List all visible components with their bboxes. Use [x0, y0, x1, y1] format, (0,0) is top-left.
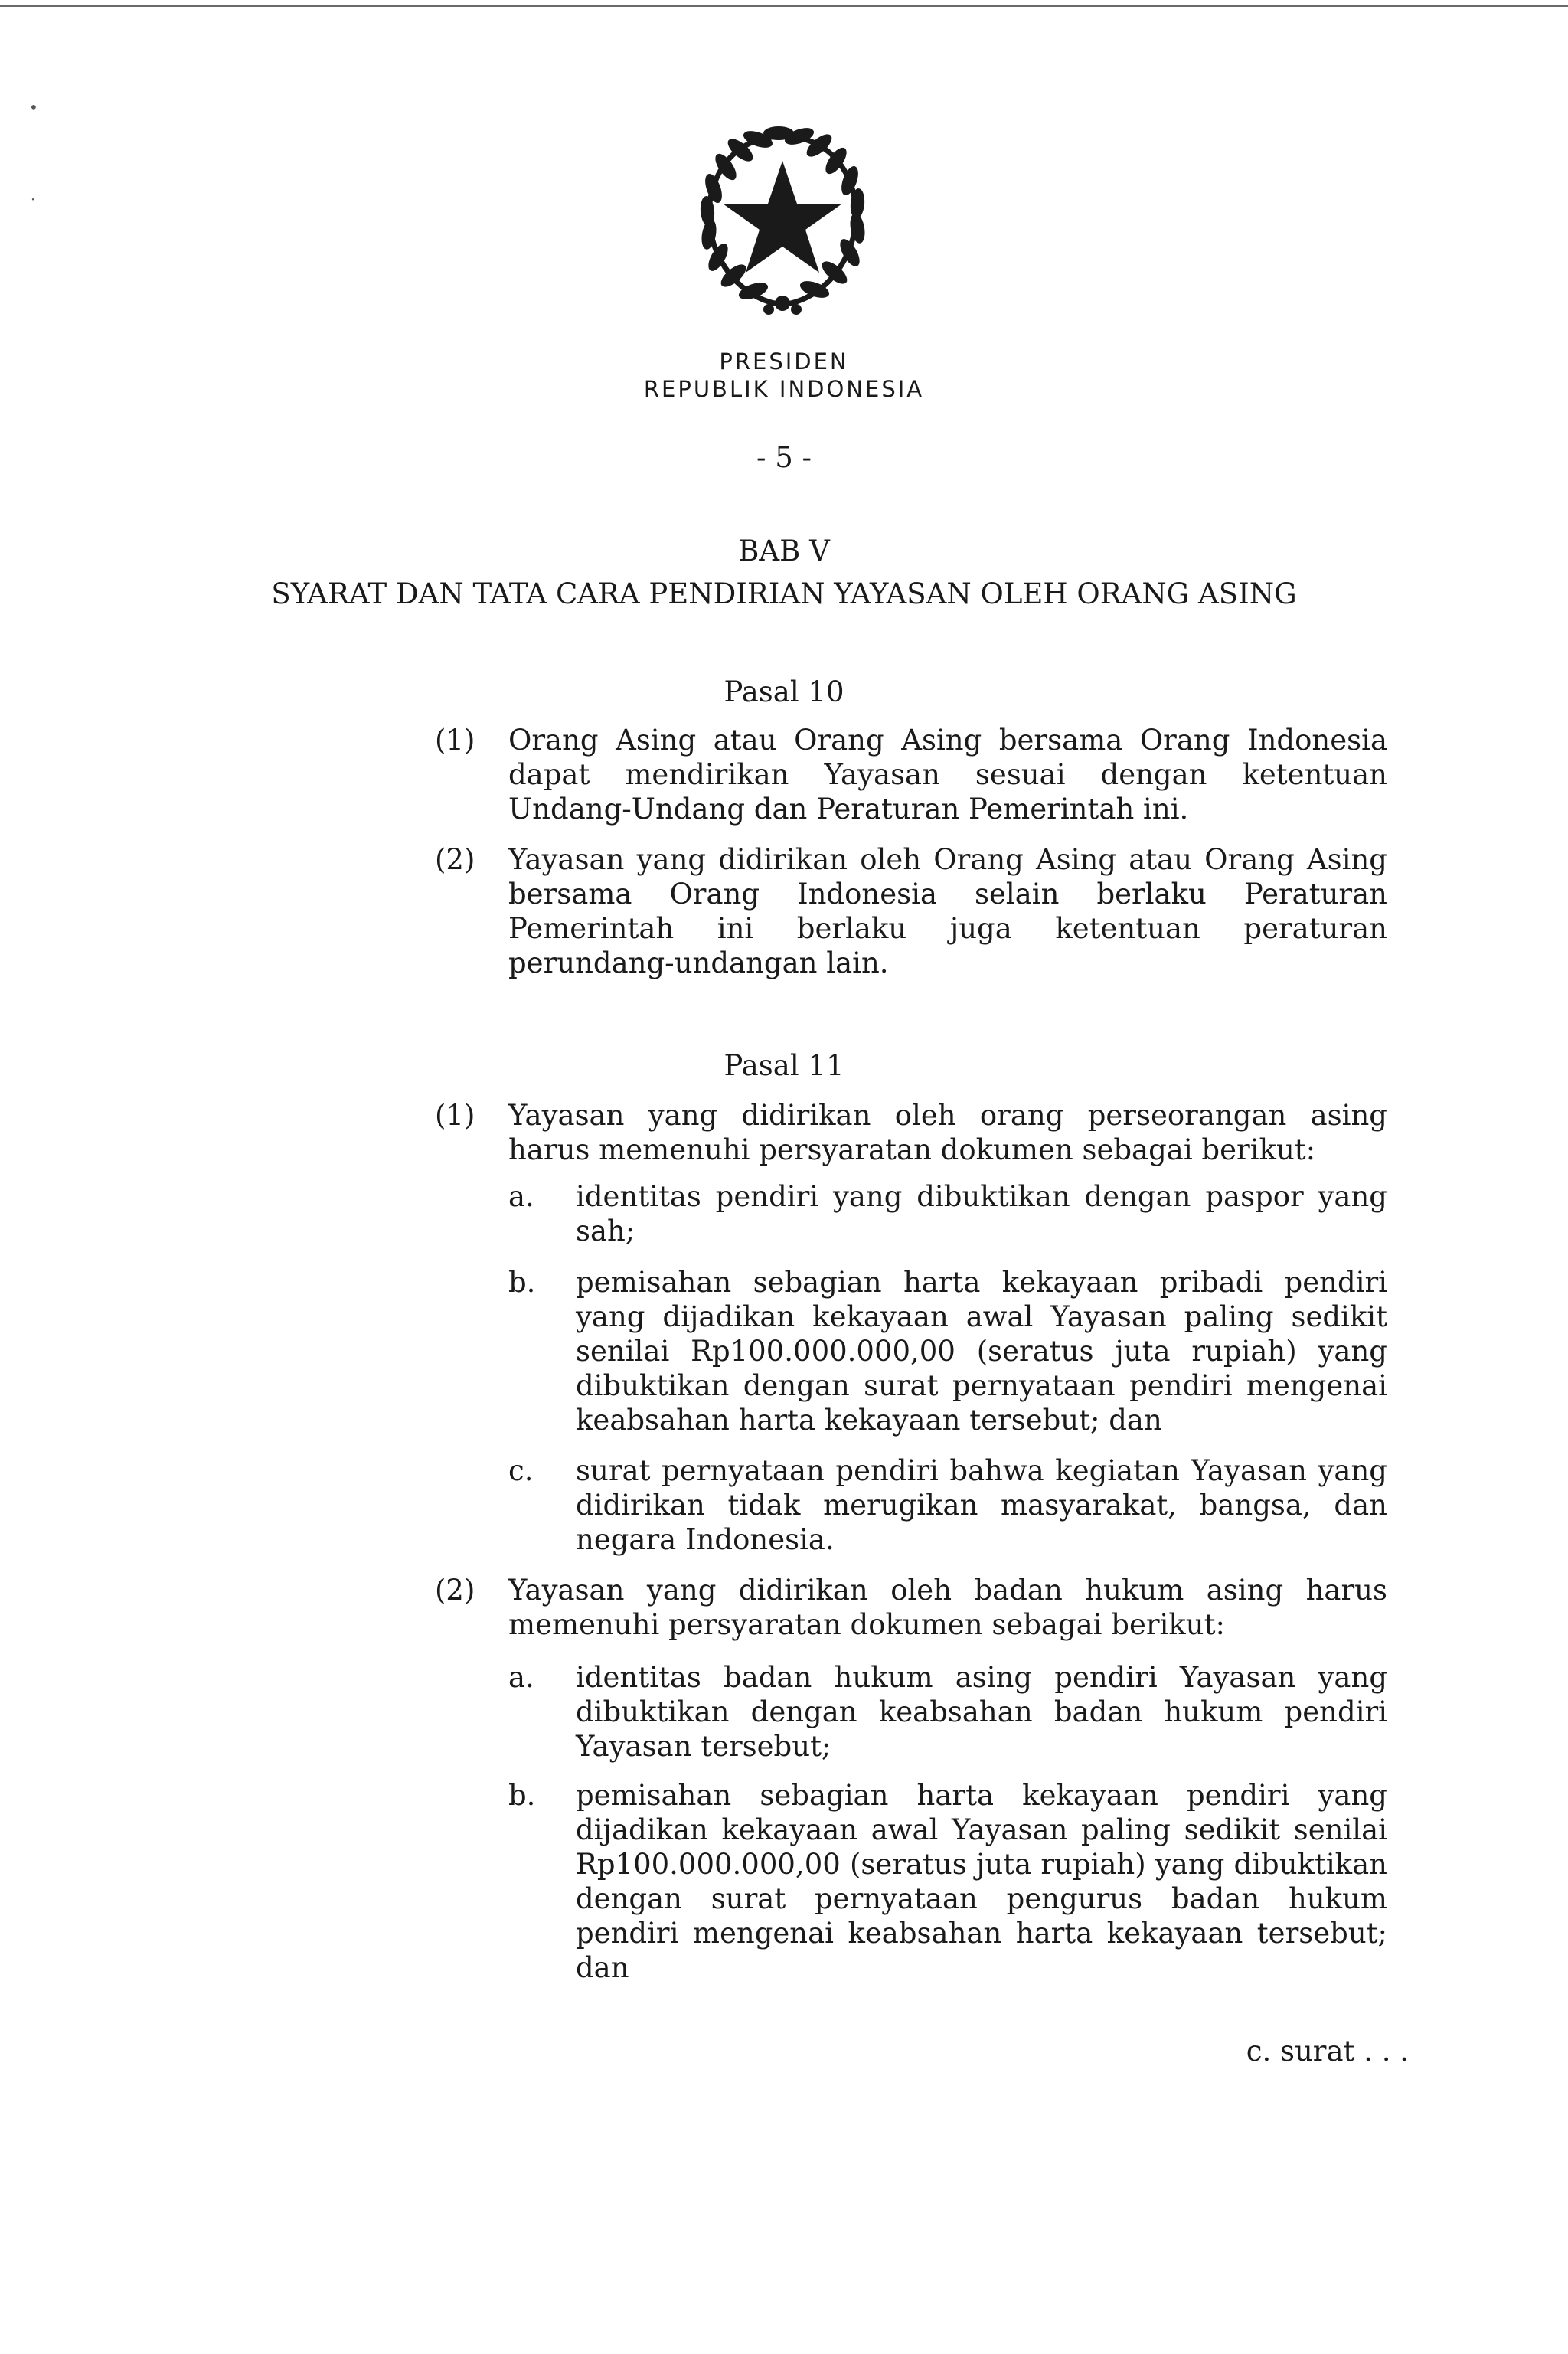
top-border-line	[0, 5, 1568, 7]
scan-speck: •	[29, 98, 38, 116]
pasal-11-item-1-sub-c-label: c.	[508, 1454, 534, 1487]
pasal-11-item-2-sub-a-label: a.	[508, 1661, 534, 1694]
page-continuation-reference: c. surat . . .	[1246, 2035, 1409, 2068]
page-number: - 5 -	[756, 441, 812, 474]
pasal-11-item-1-number: (1)	[435, 1099, 475, 1132]
header-republik-indonesia: REPUBLIK INDONESIA	[643, 376, 925, 402]
pasal-11-title: Pasal 11	[724, 1049, 844, 1082]
header-presiden: PRESIDEN	[719, 348, 849, 374]
scan-speck: ·	[31, 190, 36, 208]
pasal-10-title: Pasal 10	[724, 675, 844, 708]
pasal-11-item-2-sub-b-text: pemisahan sebagian harta kekayaan pendiri yang dijadikan kekayaan awal Yayasan paling sedikit senilai Rp100.000.000,00 (seratus juta rupiah) yang dibuktikan dengan surat pernyataan pengurus badan hukum pendiri mengenai keabsahan harta kekayaan tersebut; dan	[576, 1779, 1387, 1984]
pasal-11-item-2-sub-a-text: identitas badan hukum asing pendiri Yayasan yang dibuktikan dengan keabsahan badan hukum pendiri Yayasan tersebut;	[576, 1661, 1387, 1763]
pasal-11-item-1-sub-b-text: pemisahan sebagian harta kekayaan pribadi pendiri yang dijadikan kekayaan awal Yayasan paling sedikit senilai Rp100.000.000,00 (seratus juta rupiah) yang dibuktikan dengan surat pernyataan pendiri mengenai keabsahan harta kekayaan tersebut; dan	[576, 1266, 1387, 1437]
pasal-10-item-1-text: Orang Asing atau Orang Asing bersama Orang Indonesia dapat mendirikan Yayasan sesuai dengan ketentuan Undang-Undang dan Peraturan Pemerintah ini.	[508, 724, 1387, 826]
pasal-11-item-2-sub-b-label: b.	[508, 1779, 536, 1812]
pasal-11-item-1-sub-a-label: a.	[508, 1180, 534, 1213]
pasal-11-item-1-sub-b-label: b.	[508, 1266, 536, 1299]
pasal-11-item-1-text: Yayasan yang didirikan oleh orang perseorangan asing harus memenuhi persyaratan dokumen sebagai berikut:	[508, 1099, 1387, 1166]
chapter-number: BAB V	[738, 535, 830, 567]
pasal-11-item-1-sub-c-text: surat pernyataan pendiri bahwa kegiatan Yayasan yang didirikan tidak merugikan masyarakat, bangsa, dan negara Indonesia.	[576, 1454, 1387, 1556]
pasal-10-item-2-text: Yayasan yang didirikan oleh Orang Asing atau Orang Asing bersama Orang Indonesia selain berlaku Peraturan Pemerintah ini berlaku juga ketentuan peraturan perundang-undangan lain.	[508, 843, 1387, 979]
pasal-10-item-1-number: (1)	[435, 724, 475, 757]
chapter-title: SYARAT DAN TATA CARA PENDIRIAN YAYASAN OLEH ORANG ASING	[271, 577, 1297, 610]
pasal-11-item-2-number: (2)	[435, 1574, 475, 1607]
state-emblem-icon	[668, 113, 897, 328]
pasal-11-item-2-text: Yayasan yang didirikan oleh badan hukum asing harus memenuhi persyaratan dokumen sebagai berikut:	[508, 1574, 1387, 1641]
pasal-10-item-2-number: (2)	[435, 843, 475, 876]
pasal-11-item-1-sub-a-text: identitas pendiri yang dibuktikan dengan paspor yang sah;	[576, 1180, 1387, 1247]
